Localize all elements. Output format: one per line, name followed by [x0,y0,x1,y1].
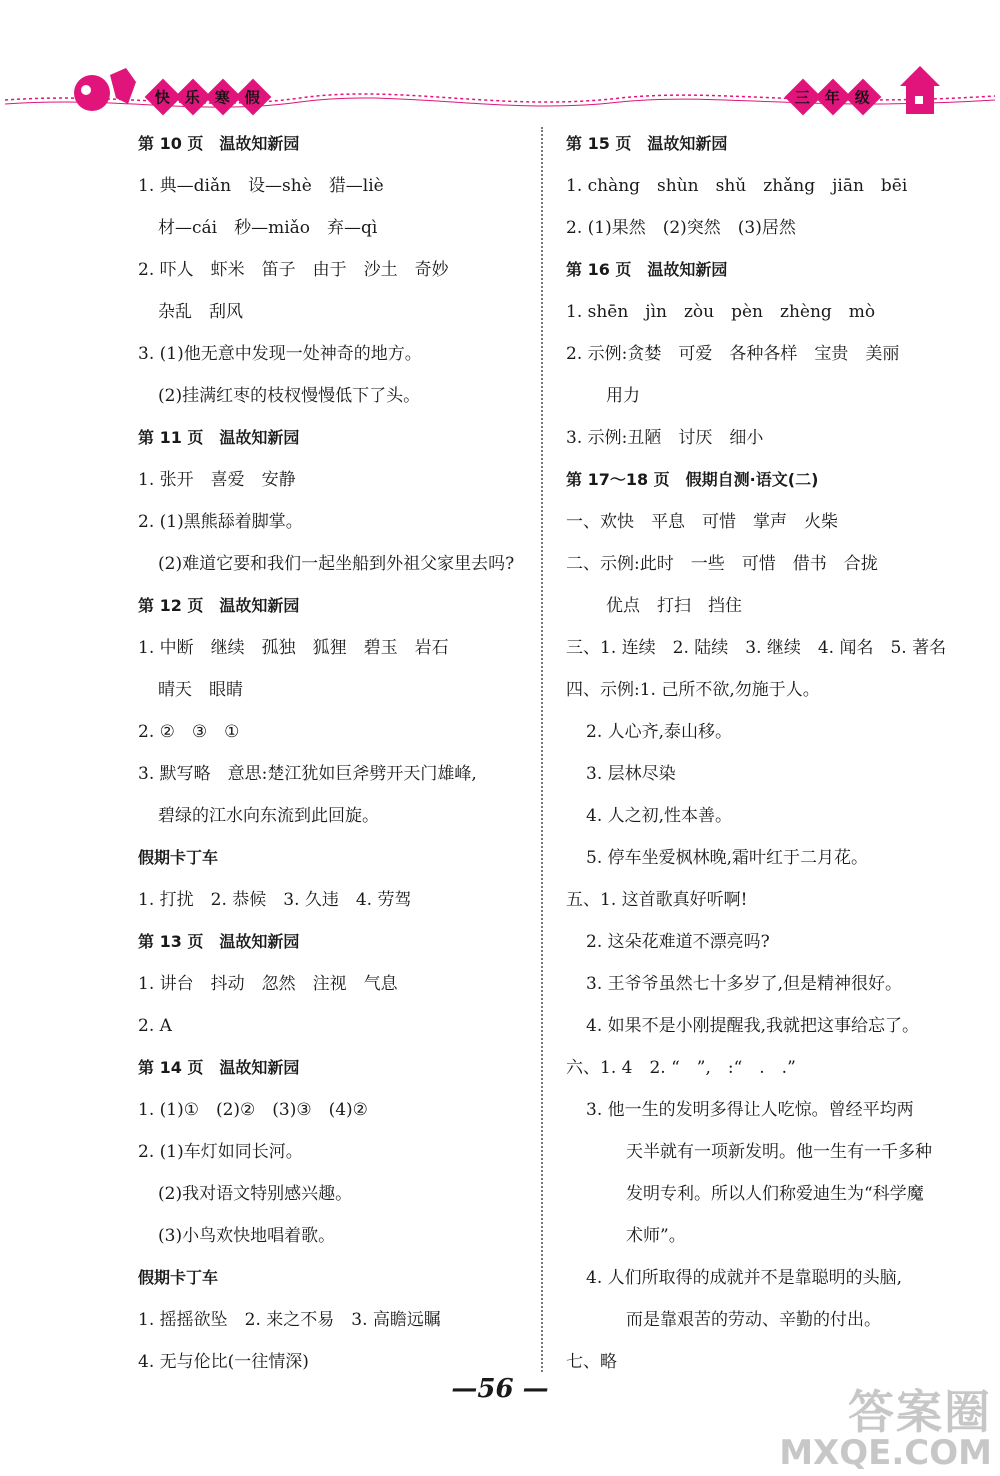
answer-line: 3. (1)他无意中发现一处神奇的地方。 [138,344,422,364]
answer-line: 一、欢快 平息 可惜 掌声 火柴 [566,512,838,532]
section-heading: 假期卡丁车 [138,848,219,867]
title-diamond [845,79,882,116]
answer-line: (2)挂满红枣的枝杈慢慢低下了头。 [158,386,421,406]
answer-line: 3. 示例:丑陋 讨厌 细小 [566,428,764,448]
answer-line: 七、略 [566,1352,617,1372]
answer-line: 3. 他一生的发明多得让人吃惊。曾经平均两 [586,1100,914,1120]
answer-line: 2. 人心齐,泰山移。 [586,722,733,742]
title-diamond [235,79,272,116]
answer-line: 碧绿的江水向东流到此回旋。 [158,806,379,826]
answer-line: 1. chàng shùn shǔ zhǎng jiān bēi [566,176,908,196]
title-char: 乐 [185,88,201,107]
answer-line: 1. (1)① (2)② (3)③ (4)② [138,1100,368,1120]
watermark [779,1385,992,1473]
answer-line: 1. 中断 继续 孤独 狐狸 碧玉 岩石 [138,638,449,658]
title-char: 寒 [215,88,231,107]
answer-line: 三、1. 连续 2. 陆续 3. 继续 4. 闻名 5. 著名 [566,638,947,658]
answer-line: 而是靠艰苦的劳动、辛勤的付出。 [626,1310,881,1330]
answer-line: 3. 层林尽染 [586,764,676,784]
watermark-text: 答案圈 [848,1385,992,1439]
answer-line: 用力 [606,386,640,406]
answer-line: 优点 打扫 挡住 [606,596,742,616]
answer-line: 2. (1)车灯如同长河。 [138,1142,303,1162]
answer-line: 五、1. 这首歌真好听啊! [566,890,748,910]
title-char: 假 [245,88,261,107]
title-char: 三 [795,88,811,107]
answer-line: 六、1. 4 2. “ ”, :“ . .” [566,1058,796,1078]
answer-line: 1. 典—diǎn 设—shè 猎—liè [138,176,384,196]
section-heading: 第 17～18 页 假期自测·语文(二) [566,470,819,489]
header-title-right [790,84,880,110]
section-heading: 第 10 页 温故知新园 [138,134,300,153]
section-heading: 假期卡丁车 [138,1268,219,1287]
page-number: —56 — [451,1374,549,1404]
answer-line: 材—cái 秒—miǎo 弃—qì [158,218,378,238]
answer-line: 天半就有一项新发明。他一生有一千多种 [626,1142,932,1162]
page-header [0,0,1000,125]
answer-line: 1. 摇摇欲坠 2. 来之不易 3. 高瞻远瞩 [138,1310,441,1330]
title-char: 级 [855,88,871,107]
section-heading: 第 12 页 温故知新园 [138,596,300,615]
answer-line: 1. 讲台 抖动 忽然 注视 气息 [138,974,398,994]
title-char: 年 [825,88,841,107]
answer-line: 5. 停车坐爱枫林晚,霜叶红于二月花。 [586,848,869,868]
watermark-url: MXQE.COM [779,1433,992,1473]
answer-line: 二、示例:此时 一些 可惜 借书 合拢 [566,554,878,574]
column-divider [541,127,543,1372]
answer-line: 4. 如果不是小刚提醒我,我就把这事给忘了。 [586,1016,920,1036]
answer-line: 4. 人之初,性本善。 [586,806,733,826]
answer-line: 2. 吓人 虾米 笛子 由于 沙土 奇妙 [138,260,449,280]
answer-line: 2. (1)黑熊舔着脚掌。 [138,512,303,532]
answer-line: 4. 无与伦比(一往情深) [138,1352,309,1372]
title-char: 快 [155,88,171,107]
answer-line: 杂乱 刮风 [158,302,243,322]
answer-line: (2)难道它要和我们一起坐船到外祖父家里去吗? [158,554,515,574]
section-heading: 第 15 页 温故知新园 [566,134,728,153]
answer-line: 2. (1)果然 (2)突然 (3)居然 [566,218,796,238]
answer-line: 1. 打扰 2. 恭候 3. 久违 4. 劳驾 [138,890,412,910]
answer-line: 2. A [138,1016,172,1036]
header-title-left [150,84,270,110]
section-heading: 第 14 页 温故知新园 [138,1058,300,1077]
answer-line: 3. 默写略 意思:楚江犹如巨斧劈开天门雄峰, [138,764,477,784]
section-heading: 第 13 页 温故知新园 [138,932,300,951]
answer-line: 1. shēn jìn zòu pèn zhèng mò [566,302,876,322]
answer-line: (3)小鸟欢快地唱着歌。 [158,1226,336,1246]
answer-line: 晴天 眼睛 [158,680,243,700]
answer-line: 术师”。 [626,1226,686,1246]
answer-line: 4. 人们所取得的成就并不是靠聪明的头脑, [586,1268,903,1288]
section-heading: 第 16 页 温故知新园 [566,260,728,279]
answer-line: 2. ② ③ ① [138,722,240,742]
answer-line: 1. 张开 喜爱 安静 [138,470,296,490]
answer-line: 四、示例:1. 己所不欲,勿施于人。 [566,680,820,700]
answer-line: 3. 王爷爷虽然七十多岁了,但是精神很好。 [586,974,903,994]
answer-line: 2. 示例:贪婪 可爱 各种各样 宝贵 美丽 [566,344,900,364]
answer-line: 发明专利。所以人们称爱迪生为“科学魔 [626,1184,924,1204]
answer-line: (2)我对语文特别感兴趣。 [158,1184,353,1204]
answer-line: 2. 这朵花难道不漂亮吗? [586,932,770,952]
section-heading: 第 11 页 温故知新园 [138,428,300,447]
